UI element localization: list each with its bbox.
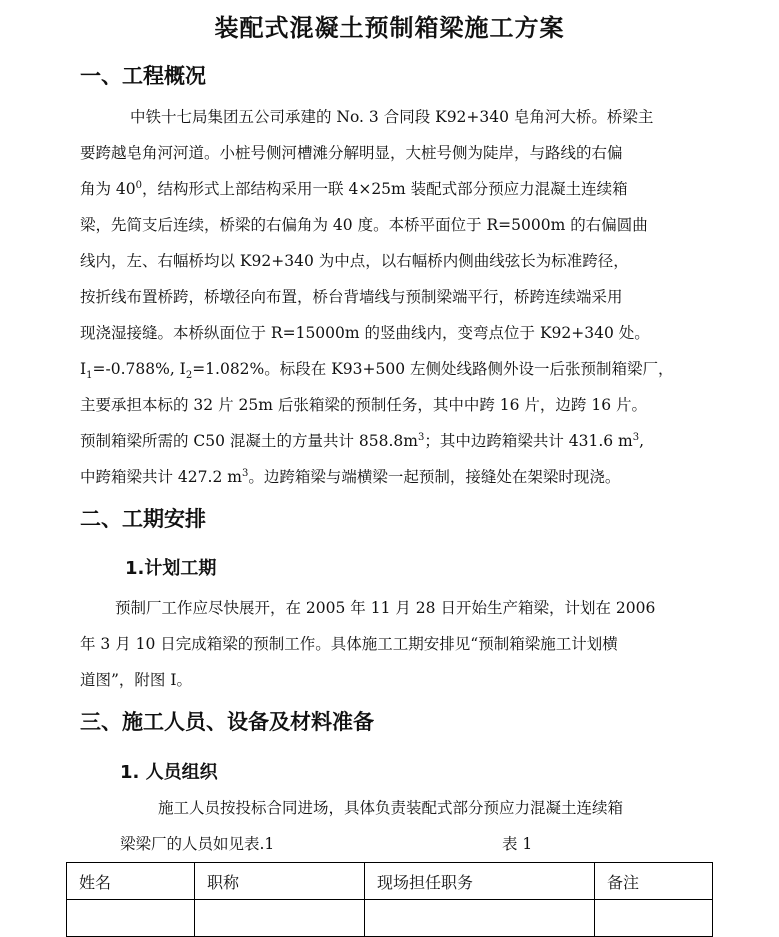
- staff-table: [66, 862, 713, 937]
- plant-location-text: 。标段在 K93+500 左侧处线路侧外设一后张预制箱梁厂，: [264, 360, 674, 378]
- angle-text: 角为 40: [80, 180, 136, 198]
- paragraph-line: [80, 467, 620, 487]
- subsection-heading-plan: 1.计划工期: [125, 558, 217, 579]
- paragraph-line: 要跨越皂角河河道。小桩号侧河槽滩分解明显，大桩号侧为陡岸，与路线的右偏: [80, 144, 623, 162]
- angle-suffix: ，: [142, 180, 158, 198]
- volume-text: ；其中边跨箱梁共计 431.6 m: [424, 432, 633, 450]
- paragraph-line: 预制箱梁所需的 C50 混凝土的方量共计 $858.8m^3$；其中边跨箱梁共计 431.6 $m^3$,: [80, 431, 645, 450]
- paragraph-line: 梁梁厂的人员如见表.1: [120, 835, 275, 853]
- table-row: [67, 900, 713, 937]
- document-title: 装配式混凝土预制箱梁施工方案: [214, 14, 565, 42]
- paragraph-line: 线内，左、右幅桥均以 K92+340 为中点，以右幅桥内侧曲线弦长为标准跨径，: [80, 252, 629, 270]
- paragraph-line: 道图”，附图 I。: [80, 671, 192, 689]
- grade-values: =-0.788%, I: [92, 360, 186, 378]
- paragraph-line: [80, 179, 628, 199]
- grade-i2-value: =1.082%: [192, 360, 265, 378]
- table-header-cell: 备注: [595, 863, 713, 900]
- table-caption: 表 1: [502, 835, 533, 853]
- paragraph-line: 中铁十七局集团五公司承建的 No. 3 合同段 K92+340 皂角河大桥。桥梁主: [130, 108, 654, 126]
- subscript: 2: [185, 370, 193, 382]
- degree-superscript: 0: [135, 179, 143, 191]
- subsection-heading-staff: 1. 人员组织: [120, 762, 218, 783]
- volume-text: 预制箱梁所需的 C50 混凝土的方量共计 858.8m: [80, 432, 418, 450]
- paragraph-line: 按折线布置桥跨，桥墩径向布置，桥台背墙线与预制梁端平行，桥跨连续端采用: [80, 288, 623, 306]
- volume-text: 。边跨箱梁与端横梁一起预制，接缝处在架梁时现浇。: [248, 468, 621, 486]
- subscript: 1: [86, 370, 93, 382]
- cubic-superscript: 3: [632, 431, 640, 443]
- paragraph-line: 年 3 月 10 日完成箱梁的预制工作。具体施工工期安排见“预制箱梁施工计划横: [80, 635, 618, 653]
- section-heading-overview: 一、工程概况: [80, 64, 206, 88]
- paragraph-line: [80, 359, 674, 382]
- paragraph-line: 预制厂工作应尽快展开，在 2005 年 11 月 28 日开始生产箱梁，计划在 2006: [115, 599, 656, 617]
- table-header-cell: 姓名: [67, 863, 195, 900]
- table-header-row: [67, 863, 713, 900]
- paragraph-line: 梁，先简支后连续，桥梁的右偏角为 40 度。本桥平面位于 R=5000m 的右偏圆曲: [80, 216, 648, 234]
- section-heading-schedule: 二、工期安排: [80, 507, 206, 531]
- structure-text: 结构形式上部结构采用一联 4×25m 装配式部分预应力混凝土连续箱: [157, 180, 628, 198]
- table-header-cell: 现场担任职务: [365, 863, 595, 900]
- paragraph-line: 施工人员按投标合同进场，具体负责装配式部分预应力混凝土连续箱: [158, 799, 624, 817]
- grade-i1: I: [80, 360, 87, 378]
- table-header-cell: 职称: [195, 863, 365, 900]
- cubic-superscript: 3: [241, 467, 249, 479]
- section-heading-resources: 三、施工人员、设备及材料准备: [80, 710, 374, 734]
- cubic-superscript: 3: [417, 431, 425, 443]
- paragraph-line: 现浇湿接缝。本桥纵面位于 R=15000m 的竖曲线内，变弯点位于 K92+340 处。: [80, 324, 650, 342]
- volume-text: 中跨箱梁共计 427.2 m: [80, 468, 242, 486]
- paragraph-line: 主要承担本标的 32 片 25m 后张箱梁的预制任务，其中中跨 16 片，边跨 16 片。: [80, 396, 648, 414]
